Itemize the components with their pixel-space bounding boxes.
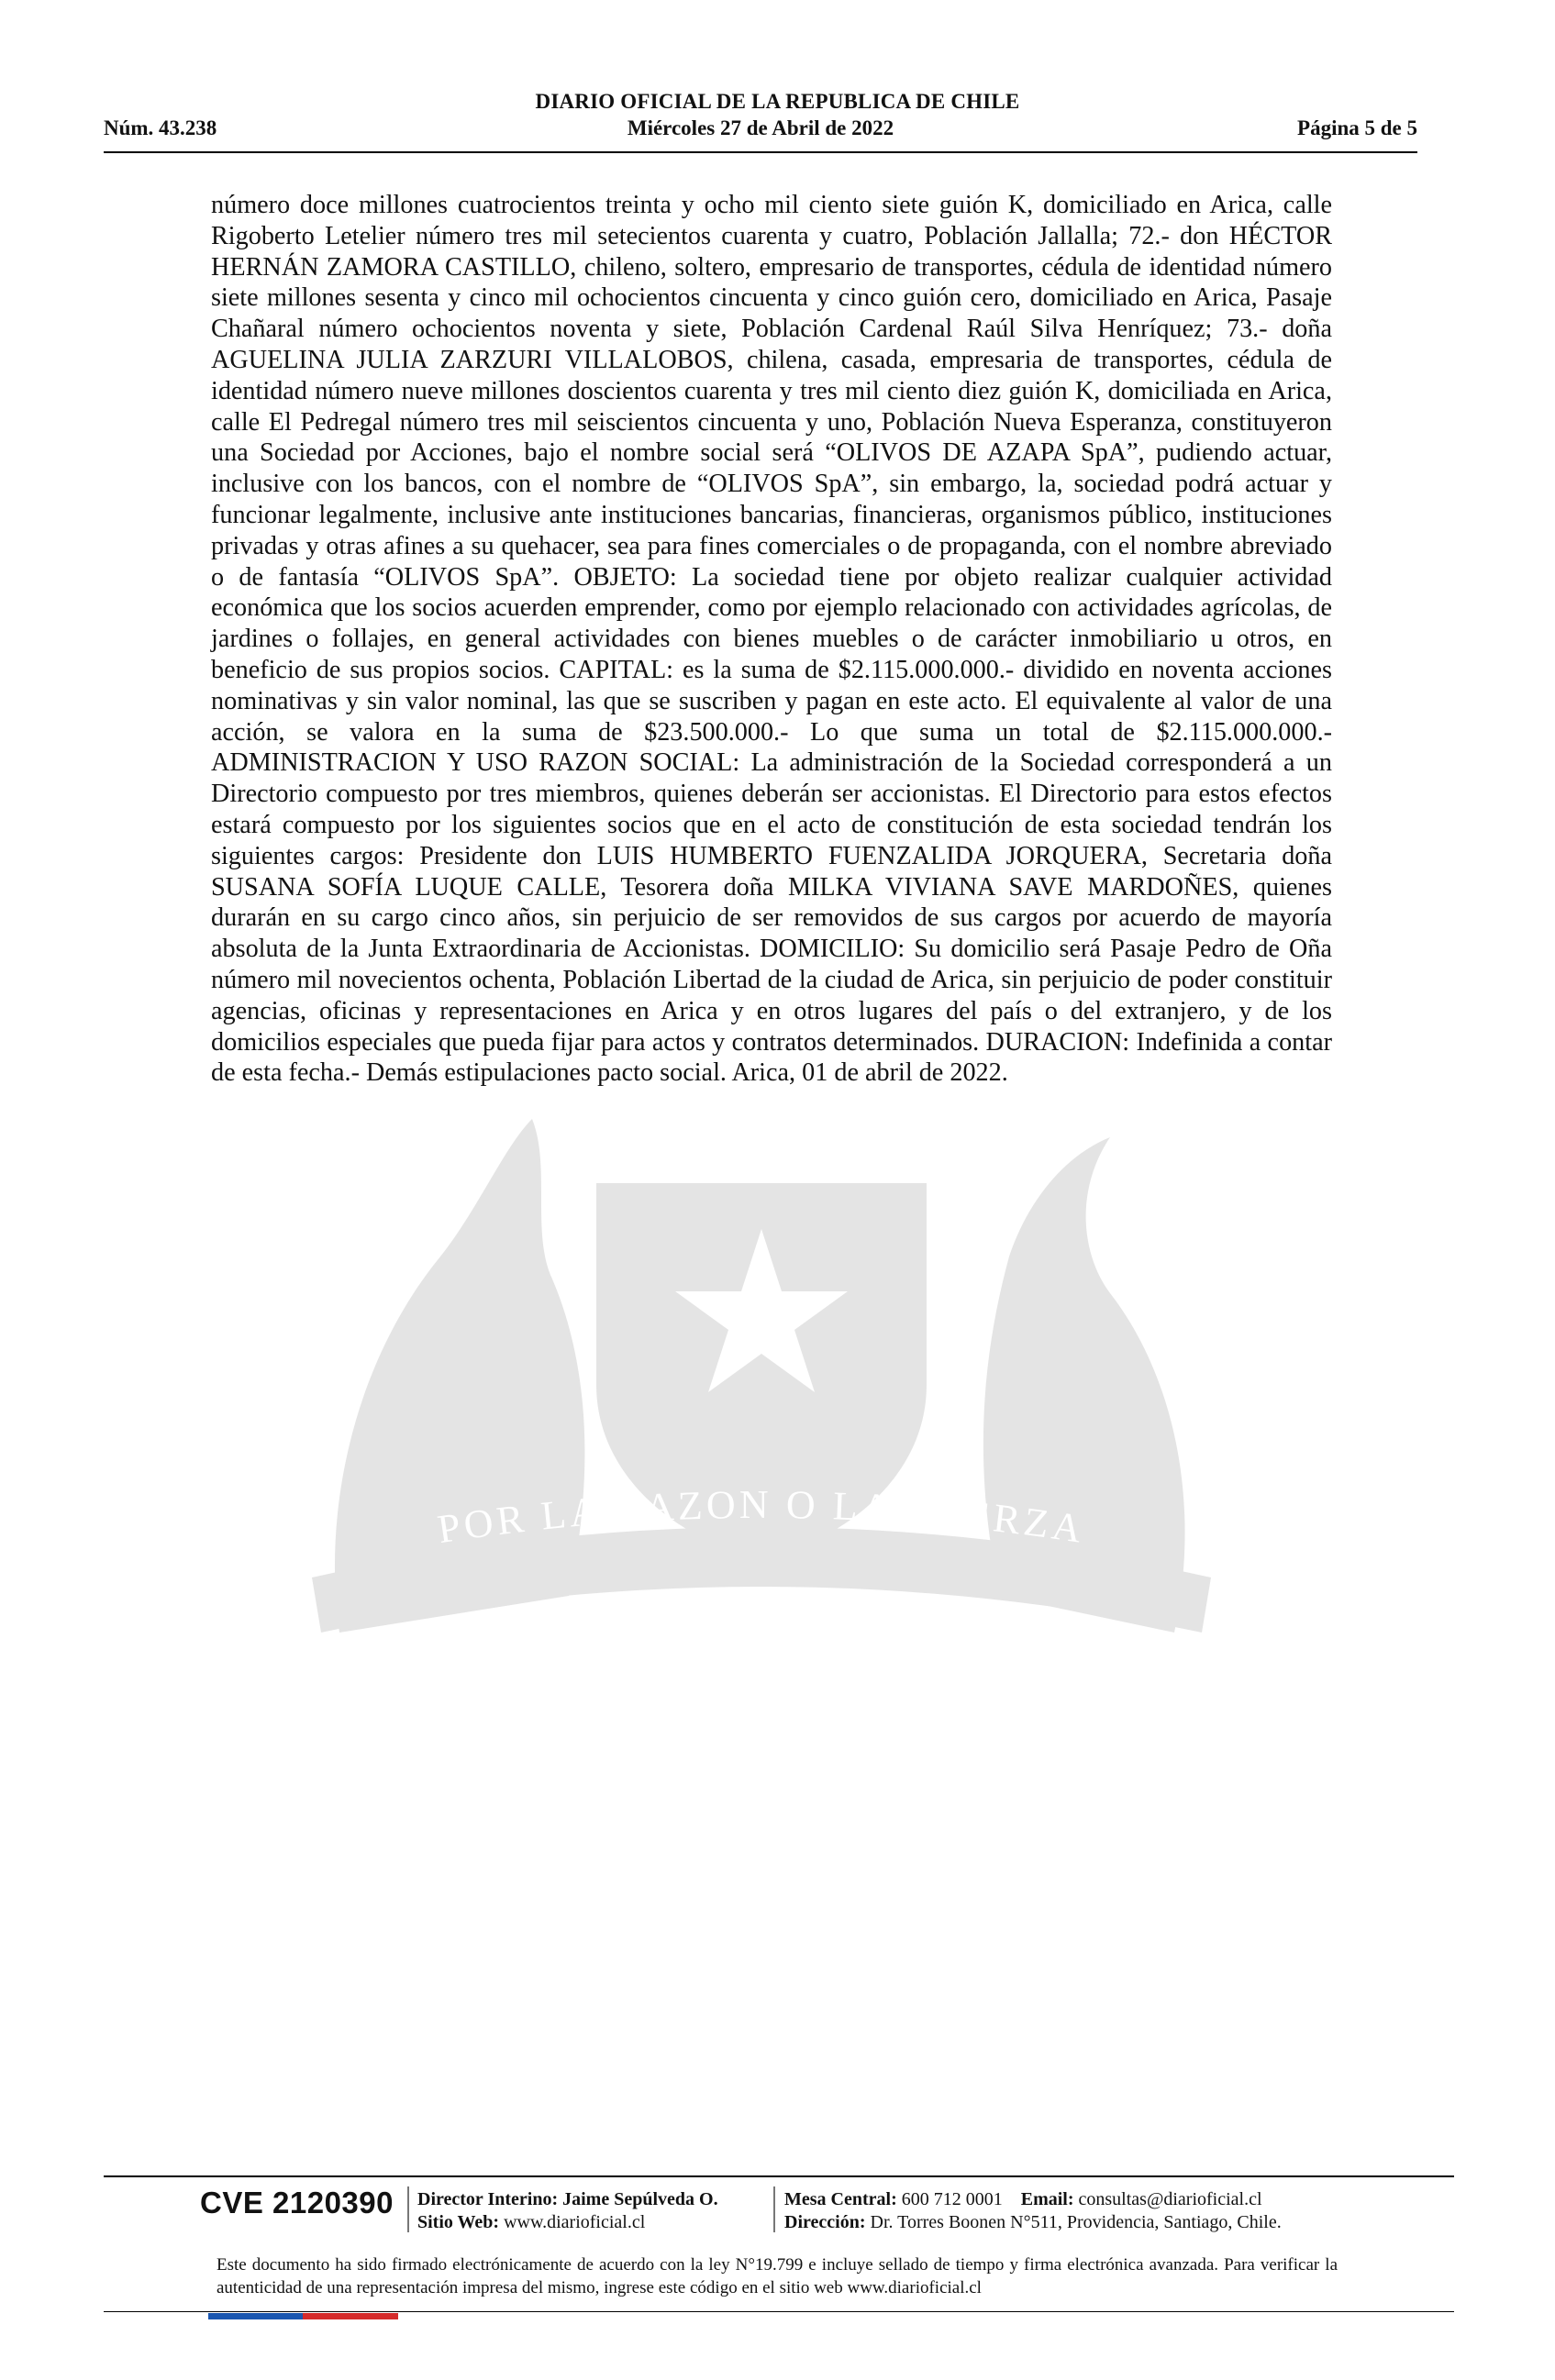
- flag-stripe: [208, 2313, 398, 2319]
- footer-separator: [773, 2186, 775, 2232]
- gazette-title: DIARIO OFICIAL DE LA REPUBLICA DE CHILE: [535, 90, 1020, 113]
- footer-contact-block: [784, 2188, 1282, 2234]
- motto-text: POR LA RAZON O LA FUERZA: [434, 1481, 1089, 1553]
- phone-value: 600 712 0001: [901, 2189, 1003, 2209]
- issue-date: Miércoles 27 de Abril de 2022: [627, 116, 894, 139]
- director-label: Director Interino:: [417, 2189, 559, 2209]
- issue-number: Núm. 43.238: [104, 116, 217, 139]
- address-value: Dr. Torres Boonen N°511, Providencia, Santiago, Chile.: [870, 2212, 1282, 2232]
- email-link[interactable]: consultas@diarioficial.cl: [1078, 2189, 1262, 2209]
- footer-separator: [407, 2186, 409, 2232]
- footer-divider: [104, 2175, 1454, 2177]
- header-divider: [104, 151, 1417, 153]
- legal-notice: Este documento ha sido firmado electrónicamente de acuerdo con la ley N°19.799 e incluye sellado de tiempo y firma electrónica avanzada. Para verificar la autenticidad de una representación impresa del mismo, ingrese este código en el sitio web www.diarioficial.cl: [217, 2255, 1338, 2297]
- web-label: Sitio Web:: [417, 2212, 500, 2232]
- phone-label: Mesa Central:: [784, 2189, 897, 2209]
- address-label: Dirección:: [784, 2212, 866, 2232]
- email-label: Email:: [1020, 2189, 1074, 2209]
- page-number: Página 5 de 5: [1297, 116, 1417, 139]
- footer-director-block: [417, 2188, 718, 2234]
- coat-of-arms-watermark: [202, 1082, 1321, 1669]
- cve-code: CVE 2120390: [200, 2186, 394, 2219]
- flag-red-band: [303, 2313, 398, 2319]
- document-body: [211, 190, 1332, 1089]
- web-link[interactable]: www.diarioficial.cl: [504, 2212, 646, 2232]
- header-row: [104, 116, 1417, 144]
- footer-bottom-divider: [104, 2311, 1454, 2312]
- flag-blue-band: [208, 2313, 303, 2319]
- director-name: Jaime Sepúlveda O.: [562, 2189, 718, 2209]
- body-paragraph: número doce millones cuatrocientos treinta y ocho mil ciento siete guión K, domiciliado en Arica, calle Rigoberto Letelier número tres mil setecientos cuarenta y cuatro, Población Jallalla; 72.- don HÉCTOR HERNÁN ZAMORA CASTILLO, chileno, soltero, empresario de transportes, cédula de identidad número siete millones sesenta y cinco mil ochocientos cincuenta y cinco guión cero, domiciliado en Arica, Pasaje Chañaral número ochocientos noventa y siete, Población Cardenal Raúl Silva Henríquez; 73.- doña AGUELINA JULIA ZARZURI VILLALOBOS, chilena, casada, empresaria de transportes, cédula de identidad número nueve millones doscientos cuarenta y tres mil ciento diez guión K, domiciliada en Arica, calle El Pedregal número tres mil seiscientos cincuenta y uno, Población Nueva Esperanza, constituyeron una Sociedad por Acciones, bajo el nombre social será “OLIVOS DE AZAPA SpA”, pudiendo actuar, inclusive con los bancos, con el nombre de “OLIVOS SpA”, sin embargo, la, sociedad podrá actuar y funcionar legalmente, inclusive ante instituciones bancarias, financieras, organismos público, instituciones privadas y otras afines a su quehacer, sea para fines comerciales o de propaganda, con el nombre abreviado o de fantasía “OLIVOS SpA”. OBJETO: La sociedad tiene por objeto realizar cualquier actividad económica que los socios acuerden emprender, como por ejemplo relacionado con actividades agrícolas, de jardines o follajes, en general actividades con bienes muebles o de carácter inmobiliario u otros, en beneficio de sus propios socios. CAPITAL: es la suma de $2.115.000.000.- dividido en noventa acciones nominativas y sin valor nominal, las que se suscriben y pagan en este acto. El equivalente al valor de una acción, se valora en la suma de $23.500.000.- Lo que suma un total de $2.115.000.000.- ADMINISTRACION Y USO RAZON SOCIAL: La administración de la Sociedad corresponderá a un Directorio compuesto por tres miembros, quienes deberán ser accionistas. El Directorio para estos efectos estará compuesto por los siguientes socios que en el acto de constitución de esta sociedad tendrán los siguientes cargos: Presidente don LUIS HUMBERTO FUENZALIDA JORQUERA, Secretaria doña SUSANA SOFÍA LUQUE CALLE, Tesorera doña MILKA VIVIANA SAVE MARDOÑES, quienes durarán en su cargo cinco años, sin perjuicio de ser removidos de sus cargos por acuerdo de mayoría absoluta de la Junta Extraordinaria de Accionistas. DOMICILIO: Su domicilio será Pasaje Pedro de Oña número mil novecientos ochenta, Población Libertad de la ciudad de Arica, sin perjuicio de poder constituir agencias, oficinas y representaciones en Arica y en otros lugares del país o del extranjero, y de los domicilios especiales que pueda fijar para actos y contratos determinados. DURACION: Indefinida a contar de esta fecha.- Demás estipulaciones pacto social. Arica, 01 de abril de 2022.: [211, 191, 1332, 1088]
